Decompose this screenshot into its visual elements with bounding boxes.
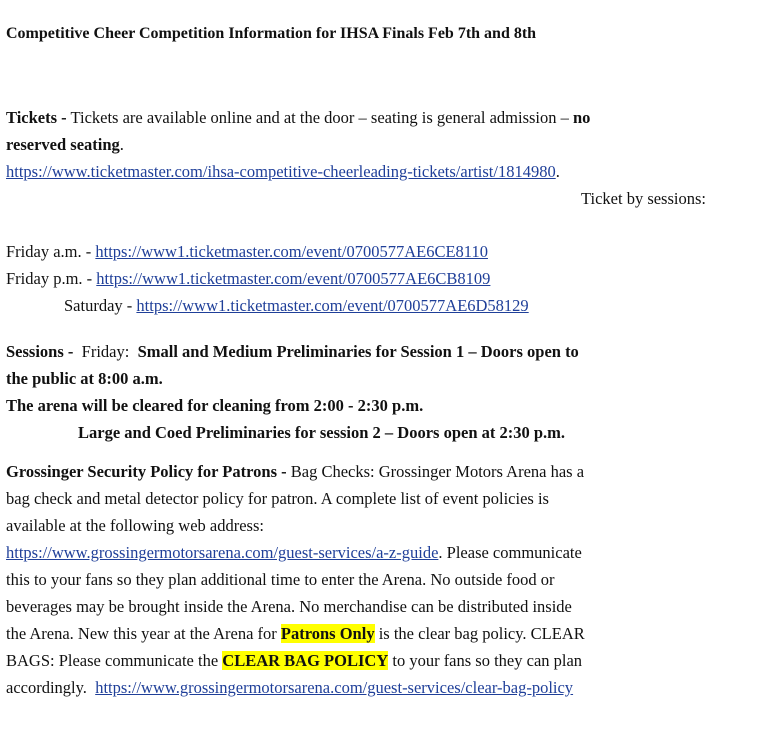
tickets-line-2 bbox=[6, 131, 751, 158]
tickets-period: . bbox=[119, 135, 124, 154]
security-text-1: Bag Checks: Grossinger Motors Arena has a bbox=[286, 462, 585, 481]
friday-am-line bbox=[6, 238, 751, 265]
security-text-8b: to your fans so they can plan bbox=[388, 651, 583, 670]
security-line-9 bbox=[6, 674, 751, 701]
tickets-section bbox=[6, 104, 751, 212]
sessions-line-1-bold: Small and Medium Preliminaries for Session 1 – Doors open to bbox=[137, 342, 579, 361]
security-line-2: bag check and metal detector policy for patron. A complete list of event policies is bbox=[6, 489, 549, 508]
sessions-line-3 bbox=[6, 392, 751, 419]
sessions-line-3-bold: The arena will be cleared for cleaning from 2:00 - 2:30 p.m. bbox=[6, 396, 424, 415]
tickets-bold-no: no bbox=[573, 108, 591, 127]
tickets-line-3 bbox=[6, 158, 751, 185]
security-text-7b: is the clear bag policy. CLEAR bbox=[374, 624, 585, 643]
friday-pm-label: Friday p.m. - bbox=[6, 269, 97, 288]
friday-am-link[interactable]: https://www1.ticketmaster.com/event/0700577AE6CE8110 bbox=[95, 242, 488, 261]
tickets-text: Tickets are available online and at the door – seating is general admission – bbox=[66, 108, 573, 127]
friday-pm-link[interactable]: https://www1.ticketmaster.com/event/0700577AE6CB8109 bbox=[96, 269, 491, 288]
security-line-1 bbox=[6, 458, 751, 485]
security-line-3: available at the following web address: bbox=[6, 516, 264, 535]
ticketmaster-main-link[interactable]: https://www.ticketmaster.com/ihsa-competitive-cheerleading-tickets/artist/1814980 bbox=[6, 162, 556, 181]
friday-am-label: Friday a.m. - bbox=[6, 242, 96, 261]
security-text-9a: accordingly. bbox=[6, 678, 96, 697]
sessions-day: Friday: bbox=[73, 342, 138, 361]
security-label: Grossinger Security Policy for Patrons - bbox=[6, 462, 287, 481]
main-link-tail: . bbox=[555, 162, 560, 181]
security-text-8a: BAGS: Please communicate the bbox=[6, 651, 223, 670]
security-text-7a: the Arena. New this year at the Arena for bbox=[6, 624, 281, 643]
friday-pm-line bbox=[6, 265, 751, 292]
security-line-8 bbox=[6, 647, 751, 674]
sessions-line-4-bold: Large and Coed Preliminaries for session 2 – Doors open at 2:30 p.m. bbox=[78, 423, 566, 442]
sessions-label: Sessions - bbox=[6, 342, 74, 361]
sessions-line-1 bbox=[6, 338, 751, 365]
security-line-6: beverages may be brought inside the Arena. No merchandise can be distributed inside bbox=[6, 597, 572, 616]
document-title: Competitive Cheer Competition Information for IHSA Finals Feb 7th and 8th bbox=[6, 25, 537, 42]
ticket-sessions-list bbox=[6, 238, 751, 319]
security-text-4-tail: . Please communicate bbox=[438, 543, 582, 562]
sessions-section bbox=[6, 338, 751, 446]
sessions-line-4 bbox=[6, 419, 751, 446]
security-section bbox=[6, 458, 751, 701]
sessions-line-2-bold: the public at 8:00 a.m. bbox=[6, 369, 163, 388]
a-z-guide-link[interactable]: https://www.grossingermotorsarena.com/guest-services/a-z-guide bbox=[6, 543, 439, 562]
tickets-line-1 bbox=[6, 104, 751, 131]
saturday-link[interactable]: https://www1.ticketmaster.com/event/0700577AE6D58129 bbox=[136, 296, 529, 315]
patrons-only-highlight: Patrons Only bbox=[280, 624, 375, 643]
tickets-bold-reserved: reserved seating bbox=[6, 135, 120, 154]
clear-bag-policy-link[interactable]: https://www.grossingermotorsarena.com/guest-services/clear-bag-policy bbox=[95, 678, 574, 697]
ticket-by-sessions: Ticket by sessions: bbox=[581, 189, 706, 208]
sessions-line-2 bbox=[6, 365, 751, 392]
tickets-label: Tickets - bbox=[6, 108, 67, 127]
security-line-5: this to your fans so they plan additional time to enter the Arena. No outside food or bbox=[6, 570, 555, 589]
security-line-7 bbox=[6, 620, 751, 647]
clear-bag-policy-highlight: CLEAR BAG POLICY bbox=[222, 651, 389, 670]
saturday-line bbox=[6, 292, 751, 319]
saturday-label: Saturday - bbox=[64, 296, 137, 315]
security-line-4 bbox=[6, 539, 751, 566]
